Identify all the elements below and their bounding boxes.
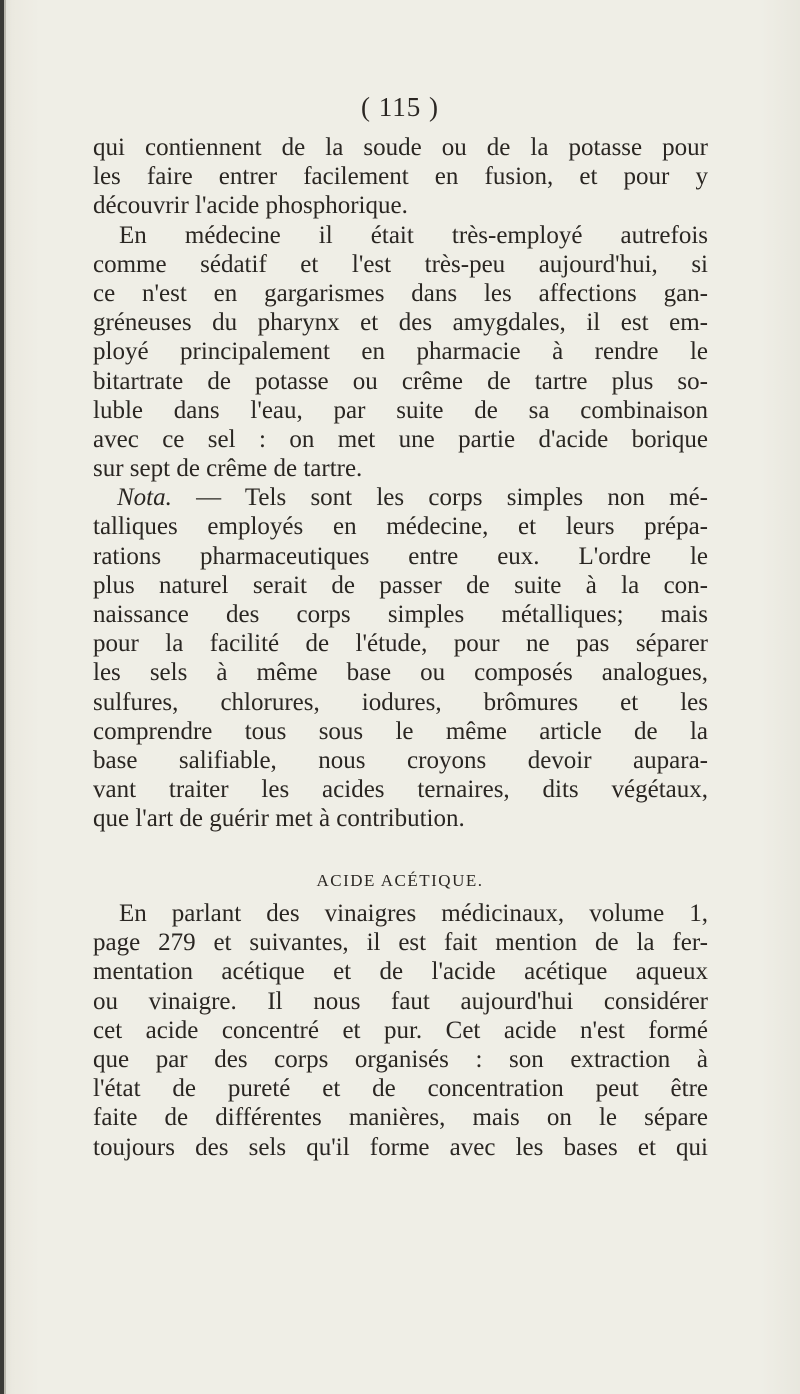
nota-text: — Tels sont les corps simples non mé- bbox=[171, 484, 708, 512]
text-line: plus naturel serait de passer de suite à la con- bbox=[93, 571, 708, 599]
text-line: bitartrate de potasse ou crême de tartre plus so- bbox=[93, 367, 708, 395]
section-title: ACIDE ACÉTIQUE. bbox=[316, 871, 484, 890]
text-line: ou vinaigre. Il nous faut aujourd'hui considérer bbox=[93, 987, 708, 1015]
text-line: pour la facilité de l'étude, pour ne pas séparer bbox=[93, 630, 708, 658]
text-line: toujours des sels qu'il forme avec les bases et qui bbox=[93, 1133, 708, 1161]
page-number-header: ( 115 ) bbox=[361, 92, 439, 122]
text-line: naissance des corps simples métalliques; mais bbox=[93, 601, 708, 628]
binding-shadow bbox=[4, 0, 6, 1394]
text-line: les sels à même base ou composés analogues, bbox=[93, 659, 708, 687]
text-line: qui contiennent de la soude ou de la potasse pour bbox=[93, 134, 708, 161]
text-line: mentation acétique et de l'acide acétique aqueux bbox=[93, 958, 708, 986]
nota-label: Nota. bbox=[117, 484, 172, 512]
text-line: ployé principalement en pharmacie à rendre le bbox=[93, 338, 708, 366]
text-line: l'état de pureté et de concentration peut être bbox=[93, 1075, 708, 1103]
text-line: cet acide concentré et pur. Cet acide n'est formé bbox=[93, 1016, 708, 1044]
text-line: En médecine il était très-employé autrefois bbox=[119, 221, 708, 249]
text-line: page 279 et suivantes, il est fait mention de la fer- bbox=[93, 929, 708, 957]
text-line: sur sept de crême de tartre. bbox=[93, 455, 363, 483]
text-line: avec ce sel : on met une partie d'acide borique bbox=[93, 425, 708, 453]
text-line: rations pharmaceutiques entre eux. L'ordre le bbox=[93, 542, 708, 570]
text-line: base salifiable, nous croyons devoir aupara- bbox=[93, 746, 708, 774]
text-line: que par des corps organisés : son extraction à bbox=[93, 1045, 708, 1073]
text-line: gréneuses du pharynx et des amygdales, il est em- bbox=[93, 309, 708, 337]
text-block-lower bbox=[93, 899, 708, 1162]
text-line: vant traiter les acides ternaires, dits végétaux, bbox=[93, 776, 708, 804]
text-line: découvrir l'acide phosphorique. bbox=[93, 192, 408, 220]
text-line: talliques employés en médecine, et leurs prépa- bbox=[93, 513, 708, 541]
text-line: que l'art de guérir met à contribution. bbox=[93, 805, 465, 833]
text-line: luble dans l'eau, par suite de sa combinaison bbox=[93, 396, 708, 424]
text-block-upper bbox=[93, 133, 708, 834]
text-line: ce n'est en gargarismes dans les affections gan- bbox=[93, 279, 708, 307]
text-line: sulfures, chlorures, iodures, brômures et les bbox=[93, 688, 708, 716]
text-line: comme sédatif et l'est très-peu aujourd'hui, si bbox=[93, 250, 708, 278]
text-line: les faire entrer facilement en fusion, et pour y bbox=[93, 163, 708, 191]
nota-line bbox=[93, 483, 708, 512]
text-line: comprendre tous sous le même article de la bbox=[93, 717, 708, 745]
text-line: faite de différentes manières, mais on le sépare bbox=[93, 1104, 708, 1132]
text-line: En parlant des vinaigres médicinaux, volume 1, bbox=[119, 900, 708, 927]
